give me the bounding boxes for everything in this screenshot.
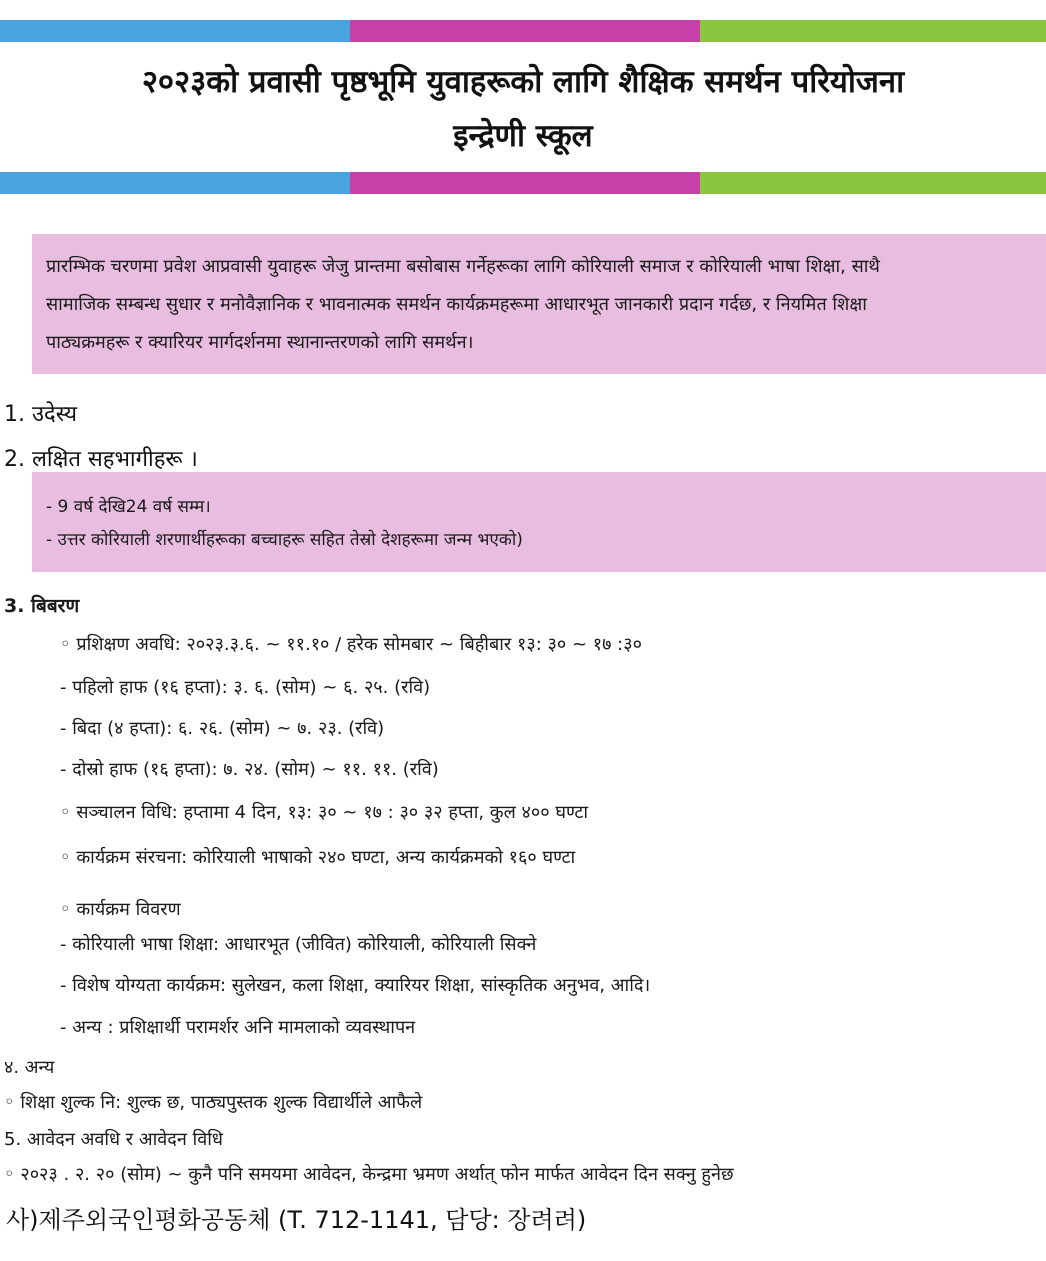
detail-line: - कोरियाली भाषा शिक्षा: आधारभूत (जीवित) कोरियाली, कोरियाली सिक्ने <box>60 934 537 955</box>
stripe-blue <box>0 172 350 194</box>
target-item: - उत्तर कोरियाली शरणार्थीहरूका बच्चाहरू सहित तेस्रो देशहरूमा जन्म भएको) <box>46 530 523 550</box>
contact-line: 사)제주외국인평화공동체 (T. 712-1141, 담당: 장려려) <box>6 1206 587 1234</box>
page-title: २०२३को प्रवासी पृष्ठभूमि युवाहरूको लागि शैक्षिक समर्थन परियोजना <box>141 64 905 100</box>
section-other-heading: ४. अन्य <box>4 1057 55 1078</box>
section-objective-heading: 1. उदेस्य <box>4 402 78 427</box>
stripe-blue <box>0 20 350 42</box>
intro-line: सामाजिक सम्बन्ध सुधार र मनोवैज्ञानिक र भावनात्मक समर्थन कार्यक्रमहरूमा आधारभूत जानकारी प्रदान गर्दछ, र नियमित शिक्षा <box>46 294 867 315</box>
detail-line: - पहिलो हाफ (१६ हप्ता): ३. ६. (सोम) ~ ६. २५. (रवि) <box>60 677 431 698</box>
section-application-heading: 5. आवेदन अवधि र आवेदन विधि <box>4 1129 223 1150</box>
stripe-magenta <box>350 20 700 42</box>
detail-line: - अन्य : प्रशिक्षार्थी परामर्शर अनि मामलाको व्यवस्थापन <box>60 1017 416 1038</box>
page-subtitle: इन्द्रेणी स्कूल <box>453 118 593 154</box>
detail-line: - विशेष योग्यता कार्यक्रम: सुलेखन, कला शिक्षा, क्यारियर शिक्षा, सांस्कृतिक अनुभव, आदि। <box>60 975 651 996</box>
target-item: - 9 वर्ष देखि24 वर्ष सम्म। <box>46 497 211 517</box>
detail-line: - बिदा (४ हप्ता): ६. २६. (सोम) ~ ७. २३. (रवि) <box>60 718 385 739</box>
detail-line: ◦ सञ्चालन विधि: हप्तामा 4 दिन, १३: ३० ~ १७ : ३० ३२ हप्ता, कुल ४०० घण्टा <box>60 802 589 823</box>
section-details-heading: 3. बिबरण <box>4 595 80 617</box>
stripe-magenta <box>350 172 700 194</box>
detail-line: ◦ कार्यक्रम विवरण <box>60 899 181 920</box>
intro-text <box>46 248 1036 362</box>
stripe-green <box>700 20 1046 42</box>
intro-line: प्रारम्भिक चरणमा प्रवेश आप्रवासी युवाहरू जेजु प्रान्तमा बसोबास गर्नेहरूका लागि कोरियाली समाज र कोरियाली भाषा शिक्षा, साथै <box>46 256 880 277</box>
top-color-stripe <box>0 20 1046 42</box>
intro-line: पाठ्यक्रमहरू र क्यारियर मार्गदर्शनमा स्थानान्तरणको लागि समर्थन। <box>46 332 474 353</box>
application-line: ◦ २०२३ . २. २० (सोम) ~ कुनै पनि समयमा आवेदन, केन्द्रमा भ्रमण अर्थात् फोन मार्फत आवेदन दिन सक्नु हुनेछ <box>4 1164 734 1185</box>
section-target-heading: 2. लक्षित सहभागीहरू । <box>4 447 198 472</box>
fee-line: ◦ शिक्षा शुल्क नि: शुल्क छ, पाठ्यपुस्तक शुल्क विद्यार्थीले आफैले <box>4 1092 423 1113</box>
intro-box <box>32 234 1046 374</box>
stripe-green <box>700 172 1046 194</box>
detail-line: ◦ प्रशिक्षण अवधि: २०२३.३.६. ~ ११.१० / हरेक सोमबार ~ बिहीबार १३: ३० ~ १७ :३० <box>60 634 642 655</box>
detail-line: - दोस्रो हाफ (१६ हप्ता): ७. २४. (सोम) ~ ११. ११. (रवि) <box>60 759 439 780</box>
target-box <box>32 472 1046 572</box>
bottom-color-stripe <box>0 172 1046 194</box>
detail-line: ◦ कार्यक्रम संरचना: कोरियाली भाषाको २४० घण्टा, अन्य कार्यक्रमको १६० घण्टा <box>60 847 576 868</box>
